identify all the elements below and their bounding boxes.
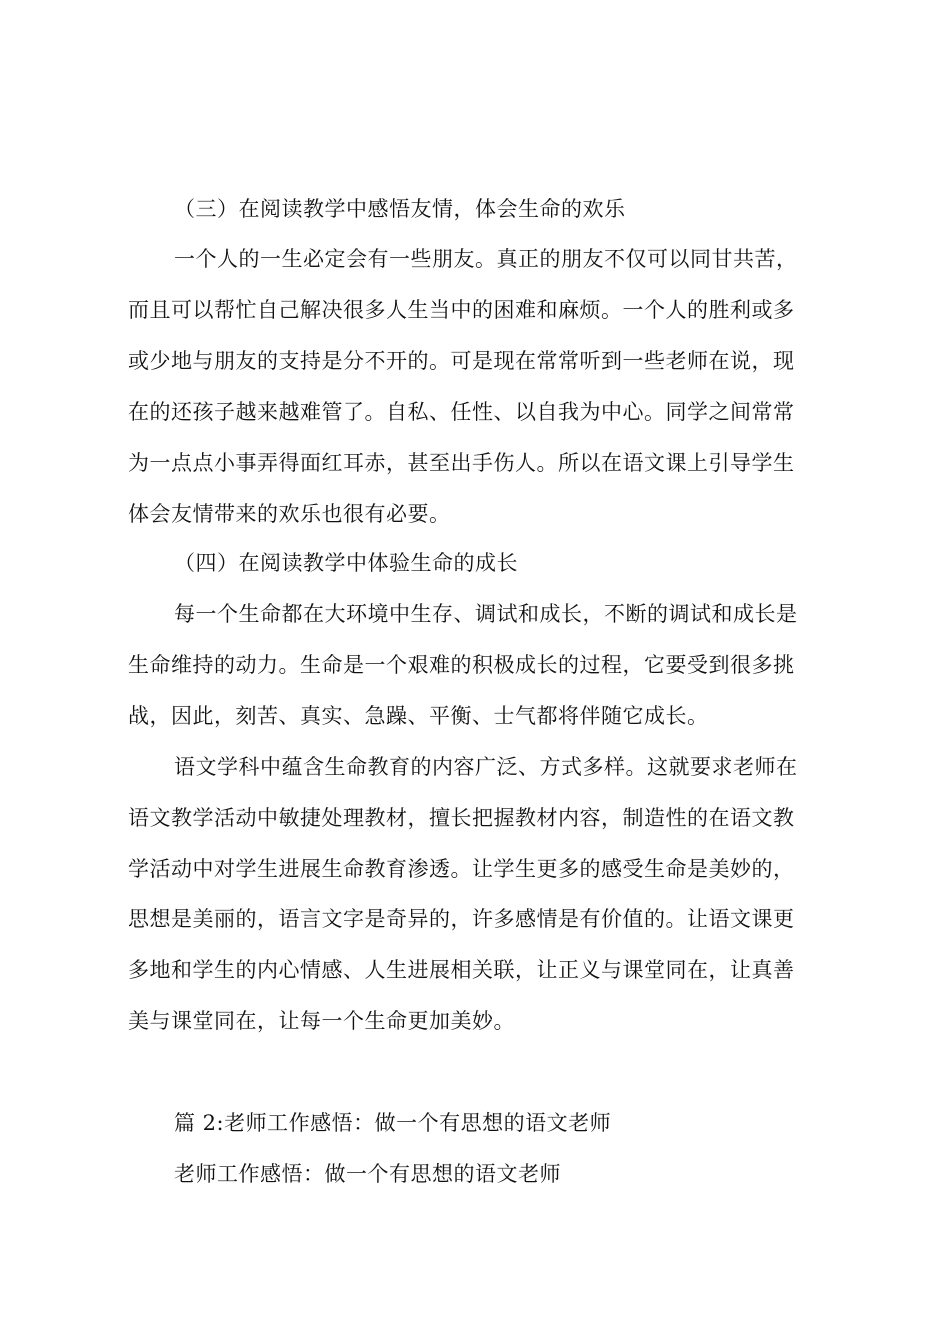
section3-paragraph-line: 或少地与朋友的支持是分不开的。可是现在常常听到一些老师在说，现 [128, 349, 795, 373]
conclusion-paragraph-line: 思想是美丽的，语言文字是奇异的，许多感情是有价值的。让语文课更 [128, 907, 795, 931]
section4-heading: （四）在阅读教学中体验生命的成长 [174, 551, 518, 575]
section3-paragraph-line: 一个人的一生必定会有一些朋友。真正的朋友不仅可以同甘共苦， [174, 247, 798, 271]
conclusion-paragraph-line: 多地和学生的内心情感、人生进展相关联，让正义与课堂同在，让真善 [128, 958, 795, 982]
article2-title: 篇 2:老师工作感悟：做一个有思想的语文老师 [174, 1111, 612, 1135]
section3-paragraph-line: 为一点点小事弄得面红耳赤，甚至出手伤人。所以在语文课上引导学生 [128, 451, 795, 475]
conclusion-paragraph-line: 语文学科中蕴含生命教育的内容广泛、方式多样。这就要求老师在 [174, 755, 798, 779]
section4-paragraph-line: 生命维持的动力。生命是一个艰难的积极成长的过程，它要受到很多挑 [128, 653, 795, 677]
section4-paragraph-line: 每一个生命都在大环境中生存、调试和成长，不断的调试和成长是 [174, 602, 798, 626]
conclusion-paragraph-line: 美与课堂同在，让每一个生命更加美妙。 [128, 1009, 515, 1033]
section3-heading: （三）在阅读教学中感悟友情，体会生命的欢乐 [174, 197, 626, 221]
conclusion-paragraph-line: 语文教学活动中敏捷处理教材，擅长把握教材内容，制造性的在语文教 [128, 806, 795, 830]
section4-paragraph-line: 战，因此，刻苦、真实、急躁、平衡、士气都将伴随它成长。 [128, 704, 709, 728]
section3-paragraph-line: 而且可以帮忙自己解决很多人生当中的困难和麻烦。一个人的胜利或多 [128, 298, 795, 322]
section3-paragraph-line: 在的还孩子越来越难管了。自私、任性、以自我为中心。同学之间常常 [128, 400, 795, 424]
conclusion-paragraph-line: 学活动中对学生进展生命教育渗透。让学生更多的感受生命是美妙的， [128, 857, 795, 881]
article2-subtitle: 老师工作感悟：做一个有思想的语文老师 [174, 1162, 561, 1186]
section3-paragraph-line: 体会友情带来的欢乐也很有必要。 [128, 502, 451, 526]
